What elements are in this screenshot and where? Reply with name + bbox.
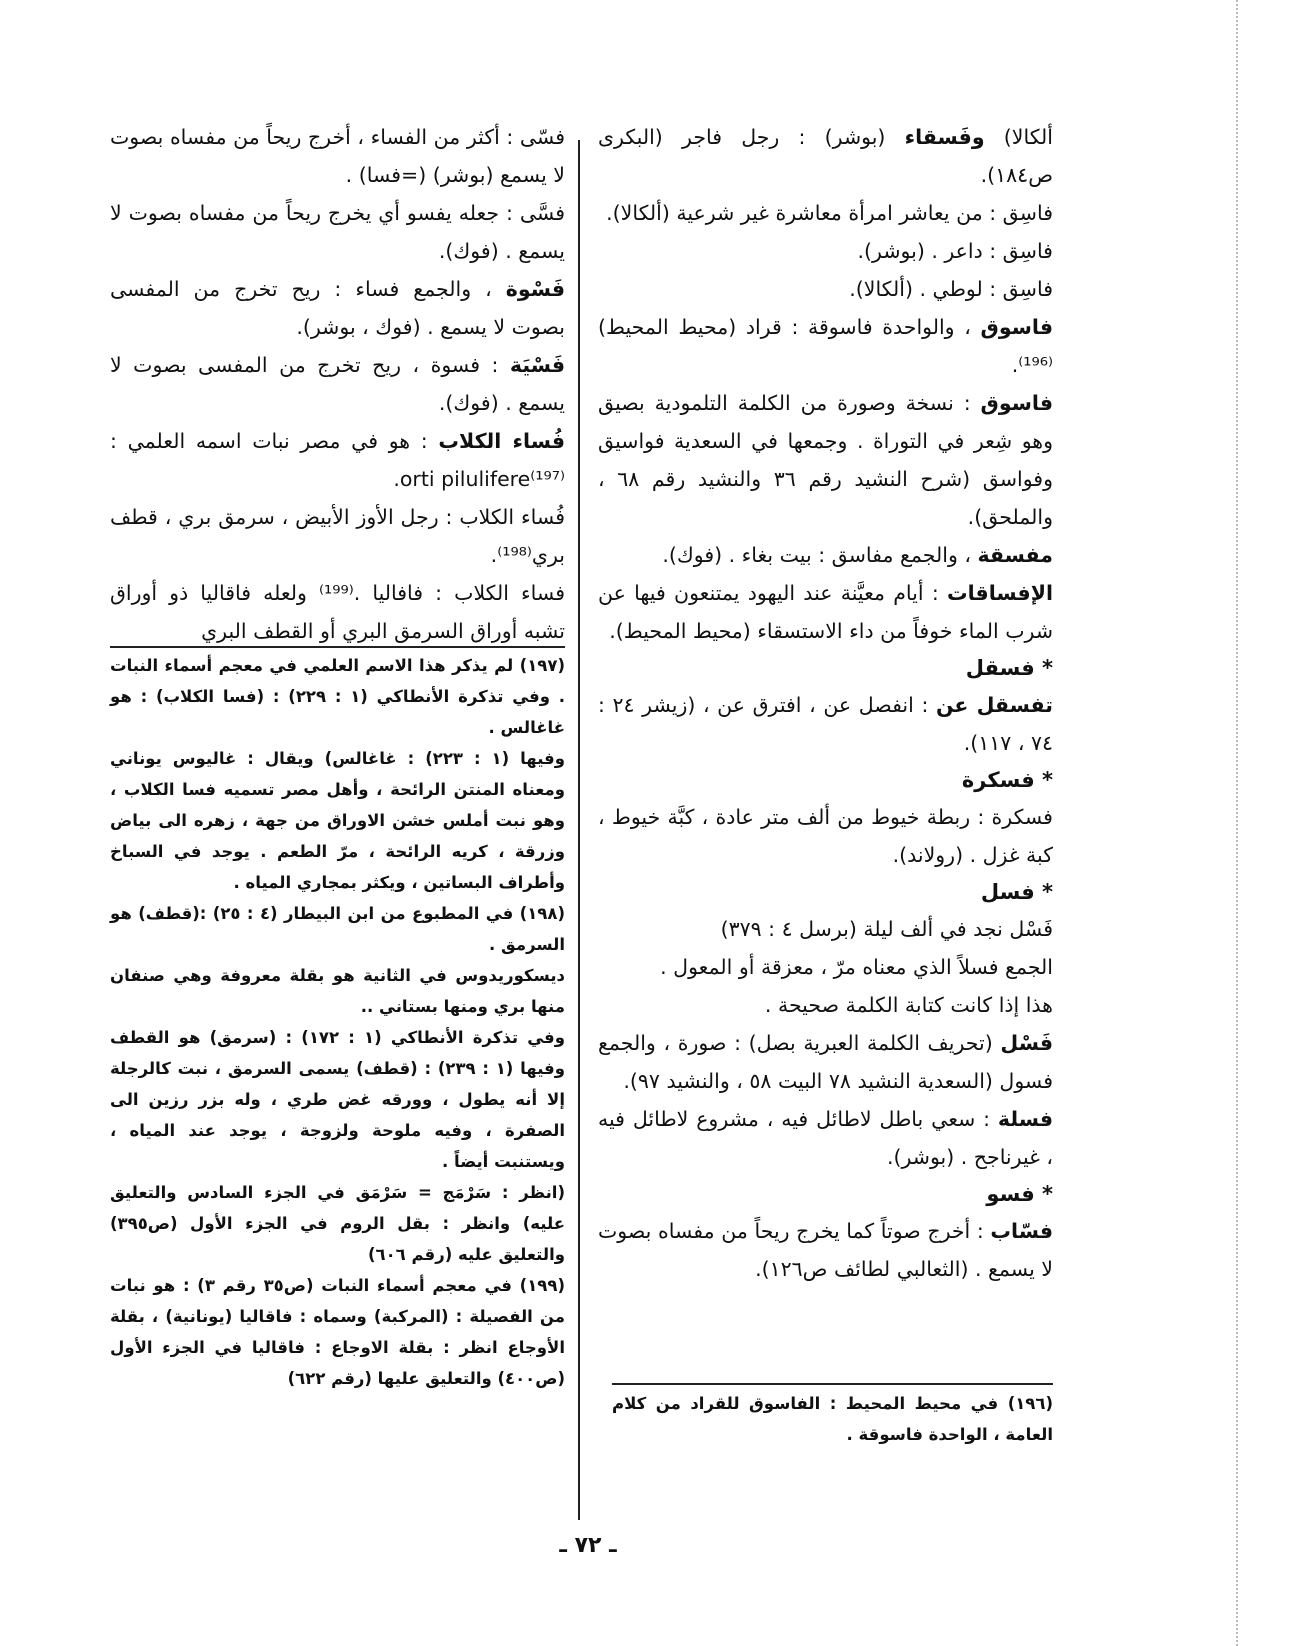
page-edge xyxy=(1234,0,1238,1646)
entry: الجمع فسلاً الذي معناه مرّ ، معزقة أو المعول . xyxy=(660,955,1053,979)
entry: فسكرة : ربطة خيوط من ألف متر عادة ، كبَّة خيوط ، كبة غزل . (رولاند). xyxy=(598,805,1053,867)
entry: هذا إذا كانت كتابة الكلمة صحيحة . xyxy=(764,993,1053,1017)
left-column xyxy=(110,118,565,650)
entry: فَسْيَة : فسوة ، ريح تخرج من المفسى بصوت لا يسمع . (فوك). xyxy=(110,353,565,415)
entry: فسلة : سعي باطل لاطائل فيه ، مشروع لاطائل فيه ، غيرناجح . (بوشر). xyxy=(598,1107,1053,1169)
footnotes-right xyxy=(612,1388,1053,1450)
entry: فَسْل نجد في ألف ليلة (برسل ٤ : ٣٧٩) xyxy=(720,917,1053,941)
page-number: ـ ٧٢ ـ xyxy=(559,1533,617,1558)
entry: فُساء الكلاب : رجل الأوز الأبيض ، سرمق بري ، قطف بري⁽¹⁹⁸⁾. xyxy=(110,505,565,567)
entry: تفسقل عن : انفصل عن ، افترق عن ، (زيشر ٢٤ : ٧٤ ، ١١٧). xyxy=(598,693,1053,755)
column-divider xyxy=(578,140,580,1520)
section-heading: * فسقل xyxy=(965,656,1053,680)
footnote: وفي تذكرة الأنطاكي (١ : ١٧٢) : (سرمق) هو القطف وفيها (١ : ٢٣٩) : (قطف) يسمى السرمق ، نبت كالرجلة إلا أنه يطول ، وورقه غض طري ، وله بزر رزين الى الصفرة ، وفيه ملوحة ولزوجة ، يوجد عند المياه ، ويستنبت أيضاً . xyxy=(110,1028,565,1171)
entry: الإفساقات : أيام معيَّنة عند اليهود يمتنعون فيها عن شرب الماء خوفاً من داء الاستسقاء (محيط المحيط). xyxy=(598,581,1053,643)
entry: ألكالا) وفَسقاء (بوشر) : رجل فاجر (البكرى ص١٨٤). xyxy=(598,125,1053,187)
footnote-rule xyxy=(110,646,565,648)
entry: فساء الكلاب : فافاليا .⁽¹⁹⁹⁾ ولعله فاقاليا ذو أوراق تشبه أوراق السرمق البري أو القطف البري xyxy=(110,581,565,643)
section-heading: * فسو xyxy=(986,1182,1053,1206)
footnote: (١٩٨) في المطبوع من ابن البيطار (٤ : ٢٥) :(قطف) هو السرمق . xyxy=(110,904,565,954)
entry: فُساء الكلاب : هو في مصر نبات اسمه العلمي : orti pilulifere⁽¹⁹⁷⁾. xyxy=(110,429,565,491)
entry: فاسوق ، والواحدة فاسوقة : قراد (محيط المحيط)⁽¹⁹⁶⁾. xyxy=(598,315,1053,377)
footnotes-left xyxy=(110,650,565,1394)
footnote: (١٩٦) في محيط المحيط : الفاسوق للقراد من كلام العامة ، الواحدة فاسوقة . xyxy=(612,1394,1053,1444)
section-heading: * فسكرة xyxy=(961,768,1053,792)
entry: مفسقة ، والجمع مفاسق : بيت بغاء . (فوك). xyxy=(662,543,1053,567)
right-column xyxy=(598,118,1053,1288)
entry: فاسوق : نسخة وصورة من الكلمة التلمودية بصيق وهو شِعر في التوراة . وجمعها في السعدية فواسيق وفواسق (شرح النشيد رقم ٣٦ والنشيد رقم ٦٨ ، والملحق). xyxy=(598,391,1054,529)
entry: فاسِق : داعر . (بوشر). xyxy=(857,239,1053,263)
footnote: (١٩٧) لم يذكر هذا الاسم العلمي في معجم أسماء النبات . وفي تذكرة الأنطاكي (١ : ٢٢٩) : (فسا الكلاب) : هو غاغالس . xyxy=(110,656,565,737)
entry: فسَّى : جعله يفسو أي يخرج ريحاً من مفساه بصوت لا يسمع . (فوك). xyxy=(110,201,565,263)
footnote: (انظر : سَرْمَج = سَرْمَق في الجزء السادس والتعليق عليه) وانظر : بقل الروم في الجزء الأول (ص٣٩٥) والتعليق عليه (رقم ٦٠٦) xyxy=(110,1183,565,1264)
entry: فَسْوة ، والجمع فساء : ريح تخرج من المفسى بصوت لا يسمع . (فوك ، بوشر). xyxy=(110,277,565,339)
section-heading: * فسل xyxy=(980,880,1053,904)
entry: فاسِق : من يعاشر امرأة معاشرة غير شرعية (ألكالا). xyxy=(606,201,1053,225)
footnote: (١٩٩) في معجم أسماء النبات (ص٣٥ رقم ٣) : هو نبات من الفصيلة : (المركبة) وسماه : فاقاليا (يونانية) ، بقلة الأوجاع انظر : بقلة الاوجاع : فاقاليا في الجزء الأول (ص٤٠٠) والتعليق عليها (رقم ٦٢٢) xyxy=(110,1276,565,1388)
entry: فاسِق : لوطي . (ألكالا). xyxy=(849,277,1053,301)
footnote: ديسكوريدوس في الثانية هو بقلة معروفة وهي صنفان منها بري ومنها بستاني .. xyxy=(110,966,565,1016)
entry: فسّى : أكثر من الفساء ، أخرج ريحاً من مفساه بصوت لا يسمع (بوشر) (=فسا) . xyxy=(110,125,565,187)
entry: فَسْل (تحريف الكلمة العبرية بصل) : صورة ، والجمع فسول (السعدية النشيد ٧٨ البيت ٥٨ ، والنشيد ٩٧). xyxy=(598,1031,1053,1093)
entry: فسّاب : أخرج صوتاً كما يخرج ريحاً من مفساه بصوت لا يسمع . (الثعالبي لطائف ص١٢٦). xyxy=(598,1219,1053,1281)
footnote-rule xyxy=(612,1383,1053,1385)
footnote: وفيها (١ : ٢٢٣) : غاغالس) ويقال : غاليوس يوناني ومعناه المنتن الرائحة ، وأهل مصر تسميه فسا الكلاب ، وهو نبت أملس خشن الاوراق من جهة ، زهره الى بياض وزرقة ، كريه الرائحة ، مرّ الطعم . يوجد في السباخ وأطراف البساتين ، ويكثر بمجاري المياه . xyxy=(110,749,565,892)
